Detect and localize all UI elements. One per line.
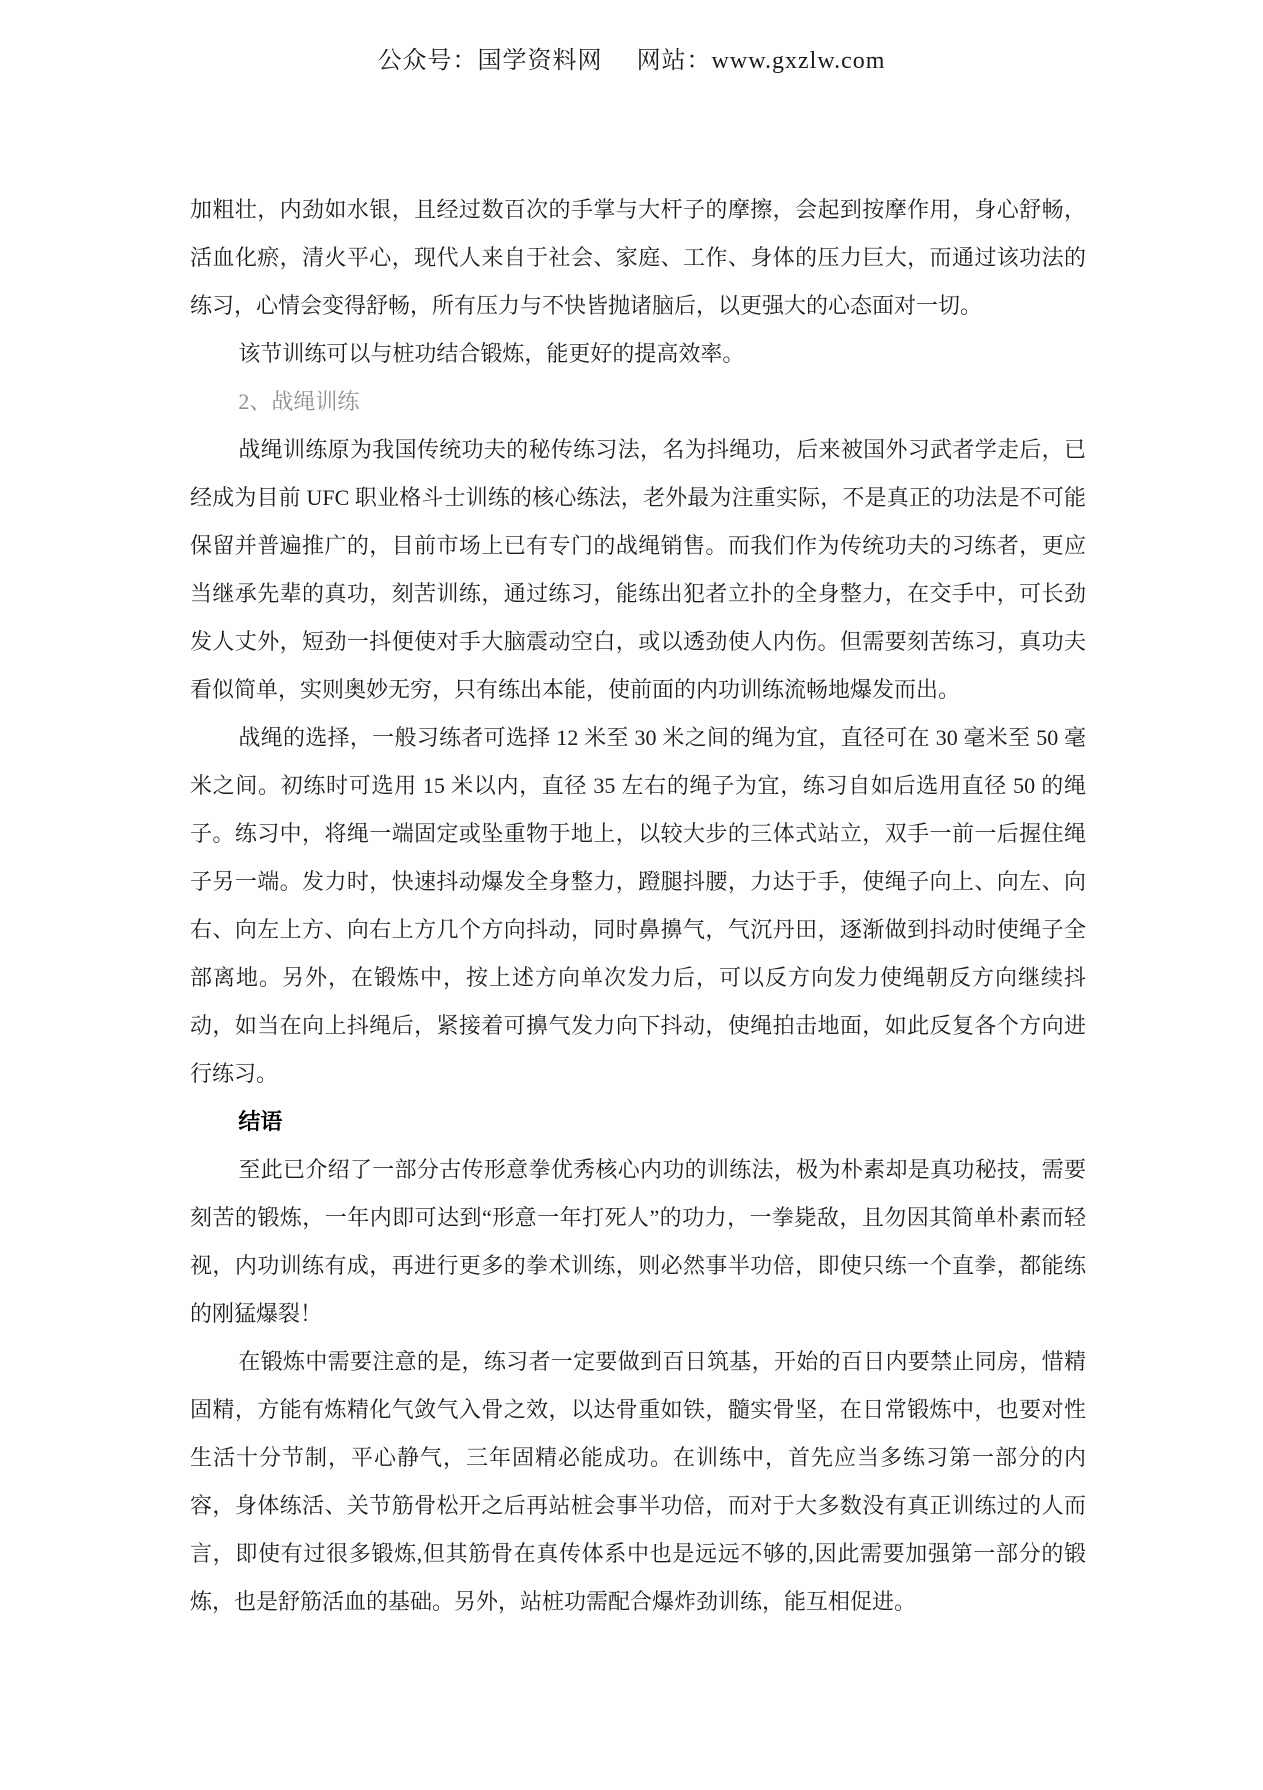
page-header bbox=[0, 40, 1263, 75]
section-heading-conclusion: 结语 bbox=[238, 1109, 283, 1134]
paragraph: 在锻炼中需要注意的是，练习者一定要做到百日筑基，开始的百日内要禁止同房，惜精固精，方能有炼精化气敛气入骨之效，以达骨重如铁，髓实骨坚，在日常锻炼中，也要对性生活十分节制，平心静气，三年固精必能成功。在训练中，首先应当多练习第一部分的内容，身体练活、关节筋骨松开之后再站桩会事半功倍，而对于大多数没有真正训练过的人而言，即使有过很多锻炼,但其筋骨在真传体系中也是远远不够的,因此需要加强第一部分的锻炼，也是舒筋活血的基础。另外，站桩功需配合爆炸劲训练，能互相促进。 bbox=[190, 1349, 1086, 1614]
paragraph-continuation: 加粗壮，内劲如水银，且经过数百次的手掌与大杆子的摩擦，会起到按摩作用，身心舒畅，活血化瘀，清火平心，现代人来自于社会、家庭、工作、身体的压力巨大，而通过该功法的练习，心情会变得舒畅，所有压力与不快皆抛诸脑后，以更强大的心态面对一切。 bbox=[190, 197, 1086, 318]
paragraph: 至此已介绍了一部分古传形意拳优秀核心内功的训练法，极为朴素却是真功秘技，需要刻苦的锻炼，一年内即可达到“形意一年打死人”的功力，一拳毙敌，且勿因其简单朴素而轻视，内功训练有成，再进行更多的拳术训练，则必然事半功倍，即使只练一个直拳，都能练的刚猛爆裂！ bbox=[190, 1157, 1086, 1326]
paragraph: 战绳训练原为我国传统功夫的秘传练习法，名为抖绳功，后来被国外习武者学走后，已经成为目前 UFC 职业格斗士训练的核心练法，老外最为注重实际，不是真正的功法是不可能保留并普遍推广的，目前市场上已有专门的战绳销售。而我们作为传统功夫的习练者，更应当继承先辈的真功，刻苦训练，通过练习，能练出犯者立扑的全身整力，在交手中，可长劲发人丈外，短劲一抖便使对手大脑震动空白，或以透劲使人内伤。但需要刻苦练习，真功夫看似简单，实则奥妙无穷，只有练出本能，使前面的内功训练流畅地爆发而出。 bbox=[190, 437, 1086, 702]
paragraph: 该节训练可以与桩功结合锻炼，能更好的提高效率。 bbox=[238, 341, 745, 366]
section-heading-rope-training: 2、战绳训练 bbox=[238, 389, 360, 414]
paragraph: 战绳的选择，一般习练者可选择 12 米至 30 米之间的绳为宜，直径可在 30 毫米至 50 毫米之间。初练时可选用 15 米以内，直径 35 左右的绳子为宜，练习自如后选用直径 50 的绳子。练习中，将绳一端固定或坠重物于地上，以较大步的三体式站立，双手一前一后握住绳子另一端。发力时，快速抖动爆发全身整力，蹬腿抖腰，力达于手，使绳子向上、向左、向右、向左上方、向右上方几个方向抖动，同时鼻擤气，气沉丹田，逐渐做到抖动时使绳子全部离地。另外，在锻炼中，按上述方向单次发力后，可以反方向发力使绳朝反方向继续抖动，如当在向上抖绳后，紧接着可擤气发力向下抖动，使绳拍击地面，如此反复各个方向进行练习。 bbox=[190, 725, 1086, 1086]
header-site-label: 网站：www.gxzlw.com bbox=[636, 48, 886, 74]
document-body bbox=[190, 186, 1086, 1626]
header-account-label: 公众号：国学资料网 bbox=[377, 48, 603, 74]
